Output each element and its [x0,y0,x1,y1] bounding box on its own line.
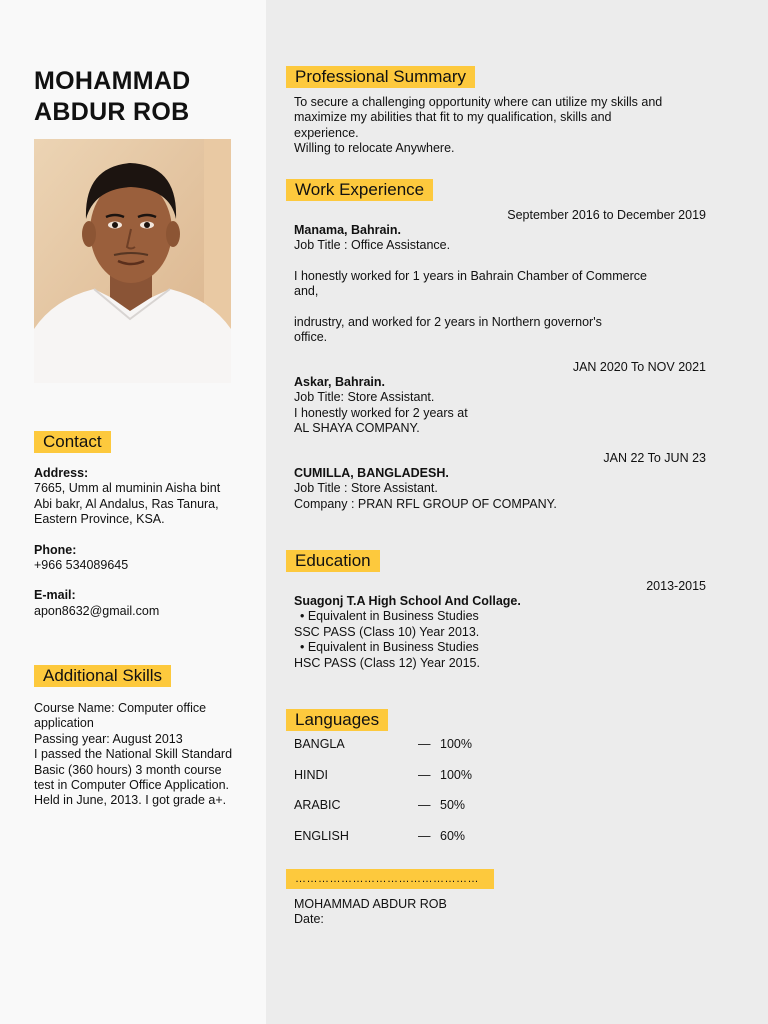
skills-line: Held in June, 2013. I got grade a+. [34,793,227,808]
summary-section [294,95,714,157]
additional-skills-heading: Additional Skills [34,665,171,687]
work-heading: Work Experience [286,179,433,201]
language-dash: — [418,768,431,782]
skills-line: test in Computer Office Application. [34,778,230,793]
job-2-line: I honestly worked for 2 years at [294,405,468,420]
phone-value: +966 534089645 [34,558,129,573]
language-row [294,737,494,753]
signature-name: MOHAMMAD ABDUR ROB [294,897,447,911]
job-3-dates: JAN 22 To JUN 23 [603,451,706,465]
language-name: BANGLA [294,737,345,751]
skills-line: Passing year: August 2013 [34,731,183,746]
school-name: Suagonj T.A High School And Collage. [294,594,521,608]
phone-label: Phone: [34,542,77,557]
education-line: • Equivalent in Business Studies [300,609,479,624]
education-heading: Education [286,550,380,572]
job-2-dates: JAN 2020 To NOV 2021 [572,360,706,374]
language-row [294,829,494,845]
job-3-line: Company : PRAN RFL GROUP OF COMPANY. [294,496,557,511]
job-1-line: indrustry, and worked for 2 years in Northern governor's [294,314,602,329]
education-section [294,594,694,671]
language-level: 100% [440,737,472,751]
contact-section [34,466,254,619]
summary-line: To secure a challenging opportunity where can utilize my skills and [294,95,663,109]
signature-date-label: Date: [294,912,324,927]
job-2-line: Job Title: Store Assistant. [294,390,435,405]
job-1 [294,223,694,345]
candidate-name [34,66,191,128]
skills-line: I passed the National Skill Standard [34,747,233,762]
address-line-2: Abi bakr, Al Andalus, Ras Tanura, [34,496,219,511]
email-value: apon8632@gmail.com [34,603,160,618]
summary-line: Willing to relocate Anywhere. [294,141,455,156]
job-3-place: CUMILLA, BANGLADESH. [294,466,449,480]
address-label: Address: [34,466,89,480]
job-1-line: I honestly worked for 1 years in Bahrain Chamber of Commerce [294,268,647,283]
language-level: 100% [440,768,472,782]
job-2-place: Askar, Bahrain. [294,375,386,389]
signature-line: ………………………………………… [286,869,494,889]
skills-line: Basic (360 hours) 3 month course [34,762,222,777]
language-dash: — [418,737,431,751]
summary-heading: Professional Summary [286,66,475,88]
profile-photo [34,139,231,383]
name-line-2: ABDUR ROB [34,98,190,126]
address-line-3: Eastern Province, KSA. [34,512,165,527]
job-1-line: and, [294,284,319,299]
summary-line: maximize my abilities that fit to my qualification, skills and [294,110,612,125]
language-row [294,768,494,784]
language-name: HINDI [294,768,329,782]
skills-line: application [34,716,94,731]
language-name: ARABIC [294,798,341,812]
job-3 [294,466,694,512]
contact-heading: Contact [34,431,111,453]
language-dash: — [418,829,431,843]
language-level: 50% [440,798,466,812]
education-line: • Equivalent in Business Studies [300,640,479,655]
address-line-1: 7665, Umm al muminin Aisha bint [34,481,221,496]
job-1-dates: September 2016 to December 2019 [507,208,706,222]
job-2 [294,375,694,437]
job-1-line: office. [294,330,328,345]
language-row [294,798,494,814]
summary-line: experience. [294,125,359,140]
job-3-line: Job Title : Store Assistant. [294,481,438,496]
language-name: ENGLISH [294,829,349,843]
education-line: SSC PASS (Class 10) Year 2013. [294,624,480,639]
job-1-place: Manama, Bahrain. [294,223,401,237]
language-dash: — [418,798,431,812]
skills-line: Course Name: Computer office [34,701,207,715]
education-dates: 2013-2015 [646,579,706,593]
email-label: E-mail: [34,588,76,603]
language-level: 60% [440,829,466,843]
signature-section [294,897,594,928]
job-1-line: Job Title : Office Assistance. [294,238,451,253]
languages-heading: Languages [286,709,388,731]
additional-skills-section [34,701,259,809]
education-line: HSC PASS (Class 12) Year 2015. [294,655,480,670]
name-line-1: MOHAMMAD [34,67,191,95]
job-2-line: AL SHAYA COMPANY. [294,421,420,436]
